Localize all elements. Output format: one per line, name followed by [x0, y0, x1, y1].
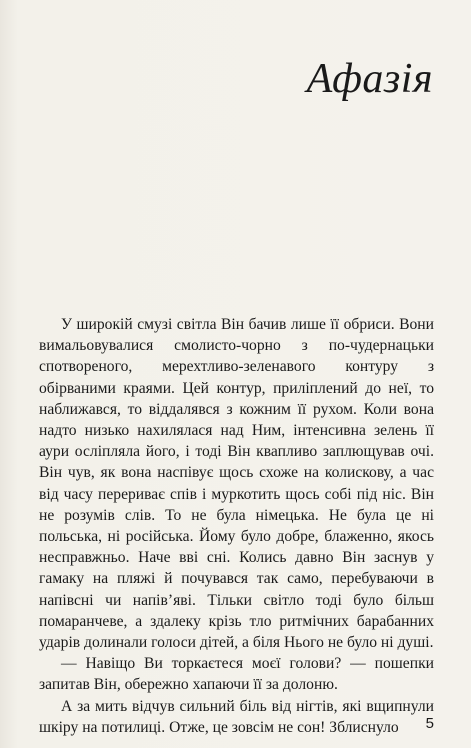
paragraph: А за мить відчув сильний біль від нігтів, які вщипнули шкіру на потилиці. Отже, це зовсім не сон! Зблиснуло [39, 697, 434, 736]
paragraph: У широкій смузі світла Він бачив лише її обриси. Вони вимальовувалися смолисто-чорно з по-чудернацьки спотвореного, мерехтливо-зеленавого контуру з обірваними краями. Цей контур, приліплений до неї, то наближався, то віддалявся з кожним її рухом. Коли вона надто низько нахилялася над Ним, інтенсивна зелень її аури осліпляла його, і тоді Він квапливо заплющував очі. Він чув, як вона наспівує щось схоже на колискову, а час від часу перериває спів і муркотить щось собі під ніс. Він не розумів слів. То не була німецька. Не була це ні польська, ні російська. Йому було добре, блаженно, якось несправжньо. Наче вві сні. Колись давно Він заснув у гамаку на пляжі й почувався так само, перебуваючи в напівсні чи напів’яві. Тільки світло тоді було більш помаранчеве, а здалеку крізь тло ритмічних барабанних ударів долинали голоси дітей, а біля Нього не було ні душі. [39, 316, 434, 652]
paragraph: — Навіщо Ви торкаєтеся моєї голови? — пошепки запитав Він, обережно хапаючи її за долоню. [39, 655, 434, 694]
chapter-title: Афазія [306, 56, 433, 102]
page-number: 5 [425, 715, 434, 732]
chapter-body [39, 314, 434, 738]
